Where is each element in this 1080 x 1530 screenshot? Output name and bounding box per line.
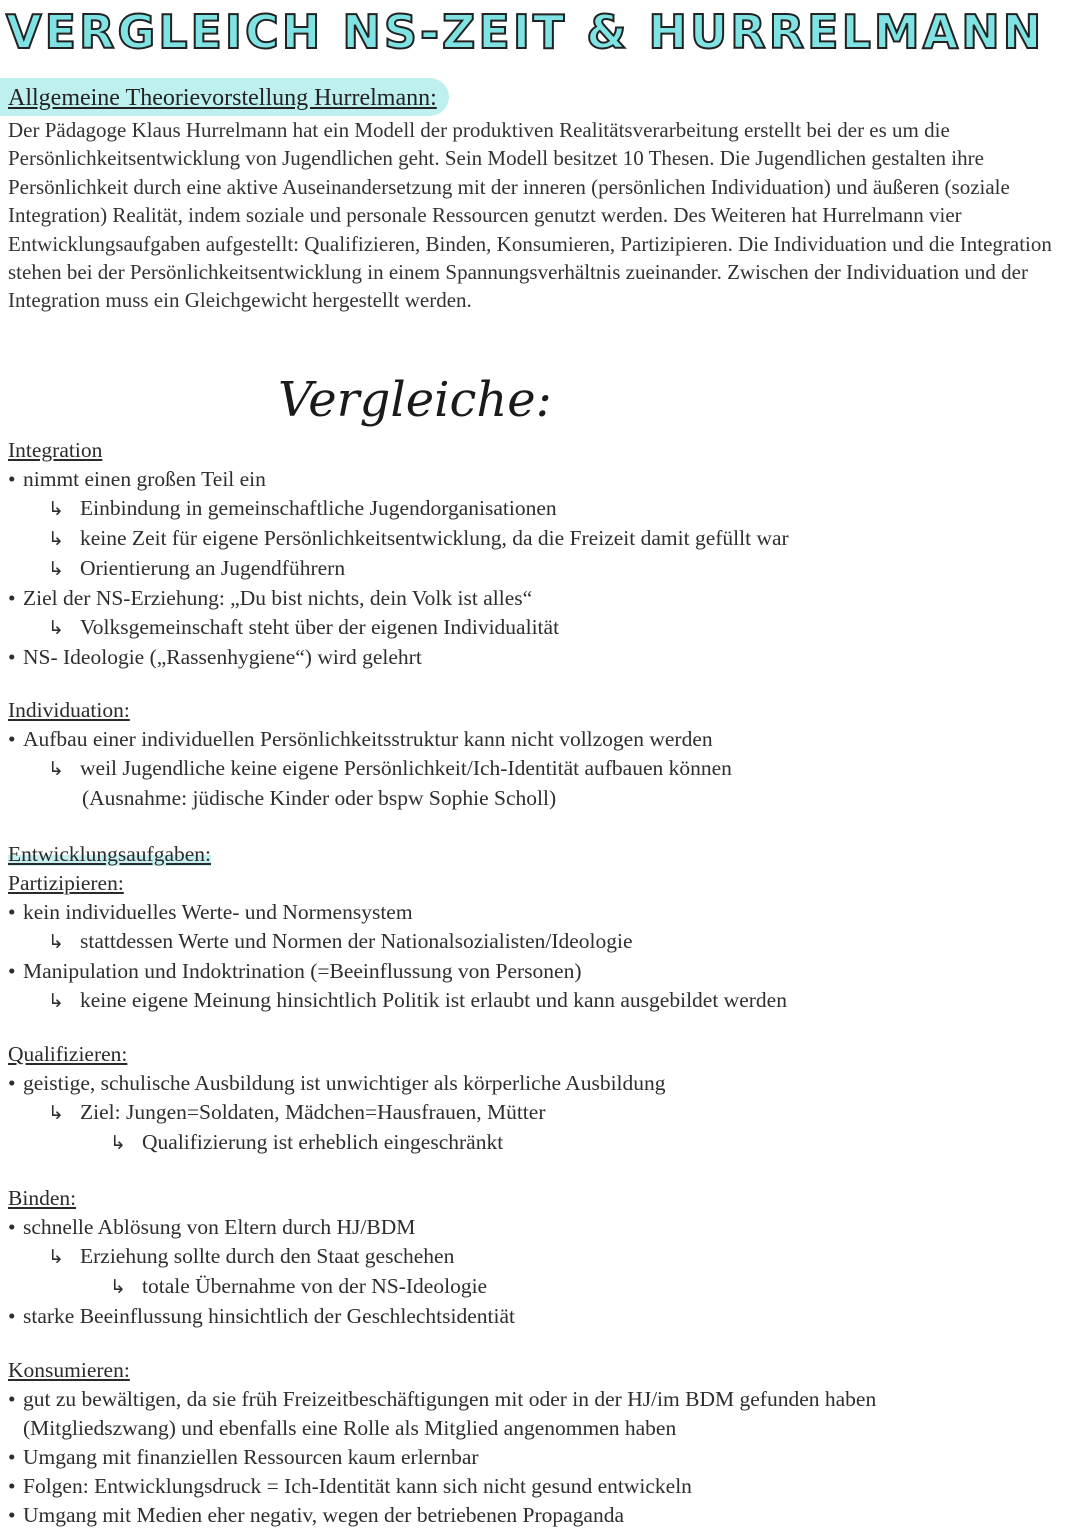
section-entwicklungsaufgaben — [8, 840, 1068, 1016]
sub-sub-point: ↳ Qualifizierung ist erheblich eingeschränkt — [8, 1128, 1068, 1158]
arrow-icon: ↳ — [110, 1132, 126, 1154]
page-title: VERGLEICH NS-ZEIT & HURRELMANN — [6, 5, 1045, 59]
section-binden — [8, 1184, 1068, 1331]
bullet: • Folgen: Entwicklungsdruck = Ich-Identität kann sich nicht gesund entwickeln — [8, 1472, 1068, 1501]
intro-heading: Allgemeine Theorievorstellung Hurrelmann: — [0, 78, 449, 116]
bullet: • nimmt einen großen Teil ein — [8, 465, 1068, 494]
sub-point: ↳ keine eigene Meinung hinsichtlich Politik ist erlaubt und kann ausgebildet werden — [8, 986, 1068, 1016]
bullet: • kein individuelles Werte- und Normensystem — [8, 898, 1068, 927]
sub-point: ↳ stattdessen Werte und Normen der Nationalsozialisten/Ideologie — [8, 927, 1068, 957]
section-integration — [8, 436, 1068, 672]
bullet: • schnelle Ablösung von Eltern durch HJ/BDM — [8, 1213, 1068, 1242]
section-heading: Binden: — [8, 1186, 77, 1210]
arrow-icon: ↳ — [48, 558, 64, 580]
arrow-icon: ↳ — [110, 1276, 126, 1298]
section-qualifizieren — [8, 1040, 1068, 1158]
bullet: • Manipulation und Indoktrination (=Beeinflussung von Personen) — [8, 957, 1068, 986]
sub-point: ↳ weil Jugendliche keine eigene Persönlichkeit/Ich-Identität aufbauen können — [8, 754, 1068, 784]
sub-point: ↳ Orientierung an Jugendführern — [8, 554, 1068, 584]
arrow-icon: ↳ — [48, 990, 64, 1012]
section-heading: Entwicklungsaufgaben: — [8, 842, 212, 866]
bullet: • Ziel der NS-Erziehung: „Du bist nichts, dein Volk ist alles“ — [8, 584, 1068, 613]
sub-point: ↳ Einbindung in gemeinschaftliche Jugendorganisationen — [8, 494, 1068, 524]
arrow-icon: ↳ — [48, 498, 64, 520]
section-konsumieren — [8, 1356, 1068, 1530]
sub-point: ↳ Ziel: Jungen=Soldaten, Mädchen=Hausfrauen, Mütter — [8, 1098, 1068, 1128]
sub-point: ↳ Volksgemeinschaft steht über der eigenen Individualität — [8, 613, 1068, 643]
bullet: • gut zu bewältigen, da sie früh Freizeitbeschäftigungen mit oder in der HJ/im BDM gefunden haben — [8, 1385, 1068, 1414]
section-heading: Qualifizieren: — [8, 1042, 128, 1066]
bullet: • Umgang mit Medien eher negativ, wegen der betriebenen Propaganda — [8, 1501, 1068, 1530]
section-heading: Individuation: — [8, 698, 130, 722]
arrow-icon: ↳ — [48, 617, 64, 639]
bullet: • geistige, schulische Ausbildung ist unwichtiger als körperliche Ausbildung — [8, 1069, 1068, 1098]
sub-sub-point: ↳ totale Übernahme von der NS-Ideologie — [8, 1272, 1068, 1302]
bullet-continued: (Mitgliedszwang) und ebenfalls eine Rolle als Mitglied angenommen haben — [23, 1416, 677, 1440]
bullet: • starke Beeinflussung hinsichtlich der Geschlechtsidentiät — [8, 1302, 1068, 1331]
section-heading: Integration — [8, 438, 103, 462]
bullet: • NS- Ideologie („Rassenhygiene“) wird gelehrt — [8, 643, 1068, 672]
arrow-icon: ↳ — [48, 528, 64, 550]
arrow-icon: ↳ — [48, 1246, 64, 1268]
intro-paragraph: Der Pädagoge Klaus Hurrelmann hat ein Modell der produktiven Realitätsverarbeitung erstellt bei der es um die Persönlichkeitsentwicklung von Jugendlichen geht. Sein Modell besitzet 10 Thesen. Die Jugendlichen gestalten ihre Persönlichkeit durch eine aktive Auseinandersetzung mit der inneren (persönlichen Individuation) und äußeren (soziale Integration) Realität, indem soziale und personale Ressourcen genutzt werden. Des Weiteren hat Hurrelmann vier Entwicklungsaufgaben aufgestellt: Qualifizieren, Binden, Konsumieren, Partizipieren. Die Individuation und die Integration stehen bei der Persönlichkeitsentwicklung in einem Spannungsverhältnis zueinander. Zwischen der Individuation und der Integration muss ein Gleichgewicht hergestellt werden. — [8, 118, 1052, 313]
arrow-icon: ↳ — [48, 931, 64, 953]
sub-point: ↳ Erziehung sollte durch den Staat geschehen — [8, 1242, 1068, 1272]
sub-point-continued: (Ausnahme: jüdische Kinder oder bspw Sophie Scholl) — [82, 786, 557, 810]
arrow-icon: ↳ — [48, 1102, 64, 1124]
bullet: • Umgang mit finanziellen Ressourcen kaum erlernbar — [8, 1443, 1068, 1472]
comparison-heading: Vergleiche: — [278, 372, 552, 428]
sub-point: ↳ keine Zeit für eigene Persönlichkeitsentwicklung, da die Freizeit damit gefüllt war — [8, 524, 1068, 554]
subsection-heading: Partizipieren: — [8, 871, 124, 895]
bullet: • Aufbau einer individuellen Persönlichkeitsstruktur kann nicht vollzogen werden — [8, 725, 1068, 754]
section-individuation — [8, 696, 1068, 813]
arrow-icon: ↳ — [48, 758, 64, 780]
section-heading: Konsumieren: — [8, 1358, 130, 1382]
